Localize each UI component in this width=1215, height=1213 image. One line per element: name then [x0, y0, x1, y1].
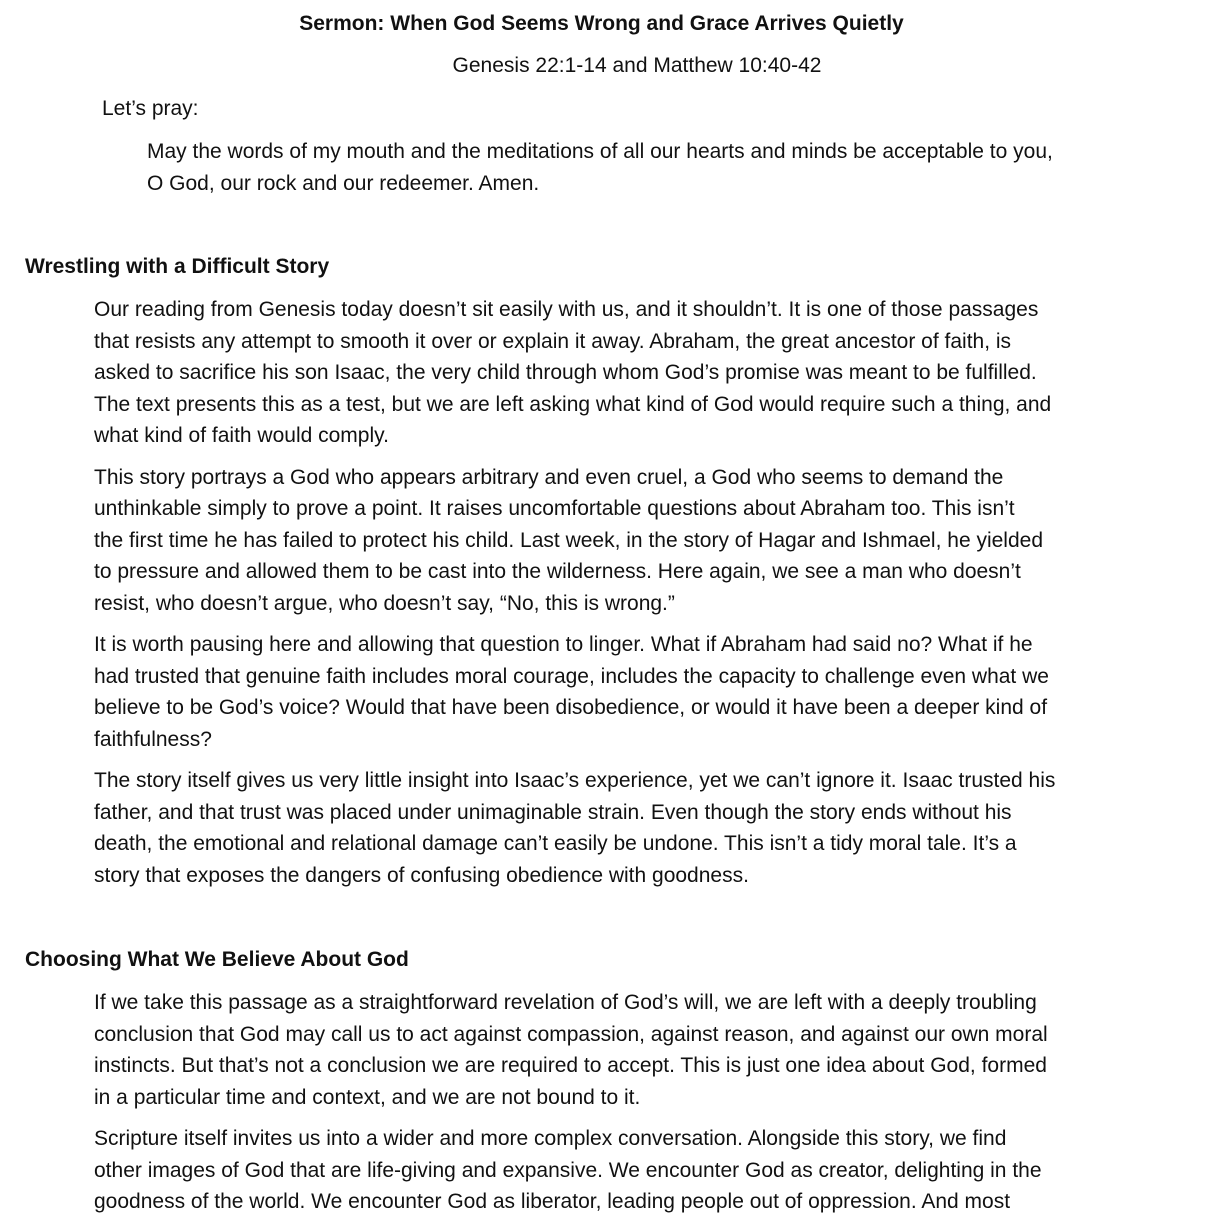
paragraph	[94, 294, 1204, 452]
section-heading: Wrestling with a Difficult Story	[25, 255, 330, 278]
text-line: resist, who doesn’t argue, who doesn’t say, “No, this is wrong.”	[94, 591, 675, 615]
section-body	[94, 294, 1204, 901]
text-line: unthinkable simply to prove a point. It raises uncomfortable questions about Abraham too. This isn’t	[94, 497, 1015, 520]
prayer-line: May the words of my mouth and the meditations of all our hearts and minds be acceptable to you,	[147, 140, 1053, 163]
text-line: that resists any attempt to smooth it over or explain it away. Abraham, the great ancestor of faith, is	[94, 329, 1012, 353]
text-line: asked to sacrifice his son Isaac, the very child through whom God’s promise was meant to be fulfilled.	[94, 361, 1037, 384]
section-heading: Choosing What We Believe About God	[25, 948, 409, 971]
text-line: Our reading from Genesis today doesn’t sit easily with us, and it shouldn’t. It is one of those passages	[94, 298, 1039, 321]
text-line: The text presents this as a test, but we are left asking what kind of God would require such a thing, and	[94, 392, 1052, 416]
paragraph	[94, 629, 1204, 755]
text-line: to pressure and allowed them to be cast into the wilderness. Here again, we see a man who doesn’t	[94, 560, 1021, 583]
paragraph	[94, 1123, 1204, 1213]
text-line: It is worth pausing here and allowing that question to linger. What if Abraham had said no? What if he	[94, 633, 1033, 656]
paragraph	[94, 765, 1204, 891]
prayer-line: O God, our rock and our redeemer. Amen.	[147, 171, 540, 195]
prayer-text	[147, 136, 1207, 199]
paragraph	[94, 462, 1204, 620]
text-line: father, and that trust was placed under unimaginable strain. Even though the story ends without his	[94, 800, 1012, 824]
text-line: death, the emotional and relational damage can’t easily be undone. This isn’t a tidy moral tale. It’s a	[94, 832, 1017, 855]
text-line: had trusted that genuine faith includes moral courage, includes the capacity to challenge even what we	[94, 664, 1049, 688]
text-line: the first time he has failed to protect his child. Last week, in the story of Hagar and Ishmael, he yielded	[94, 528, 1043, 552]
text-line: Scripture itself invites us into a wider and more complex conversation. Alongside this story, we find	[94, 1127, 1007, 1150]
text-line: goodness of the world. We encounter God as liberator, leading people out of oppression. And most	[94, 1190, 1011, 1213]
text-line: what kind of faith would comply.	[94, 424, 389, 447]
sermon-title: Sermon: When God Seems Wrong and Grace Arrives Quietly	[299, 12, 904, 35]
text-line: This story portrays a God who appears arbitrary and even cruel, a God who seems to demand the	[94, 465, 1004, 489]
paragraph	[94, 987, 1204, 1113]
text-line: story that exposes the dangers of confusing obedience with goodness.	[94, 863, 749, 887]
text-line: conclusion that God may call us to act against compassion, against reason, and against our own moral	[94, 1022, 1048, 1046]
prayer-intro: Let’s pray:	[102, 97, 199, 120]
text-line: instincts. But that’s not a conclusion we are required to accept. This is just one idea about God, formed	[94, 1054, 1047, 1077]
text-line: in a particular time and context, and we are not bound to it.	[94, 1085, 641, 1109]
text-line: believe to be God’s voice? Would that have been disobedience, or would it have been a deeper kind of	[94, 696, 1048, 719]
text-line: faithfulness?	[94, 727, 212, 751]
scripture-reference: Genesis 22:1-14 and Matthew 10:40-42	[452, 54, 822, 77]
section-body	[94, 987, 1204, 1213]
text-line: other images of God that are life-giving and expansive. We encounter God as creator, delighting in the	[94, 1158, 1042, 1182]
text-line: If we take this passage as a straightforward revelation of God’s will, we are left with a deeply troubling	[94, 991, 1037, 1014]
text-line: The story itself gives us very little insight into Isaac’s experience, yet we can’t ignore it. Isaac trusted his	[94, 769, 1056, 792]
